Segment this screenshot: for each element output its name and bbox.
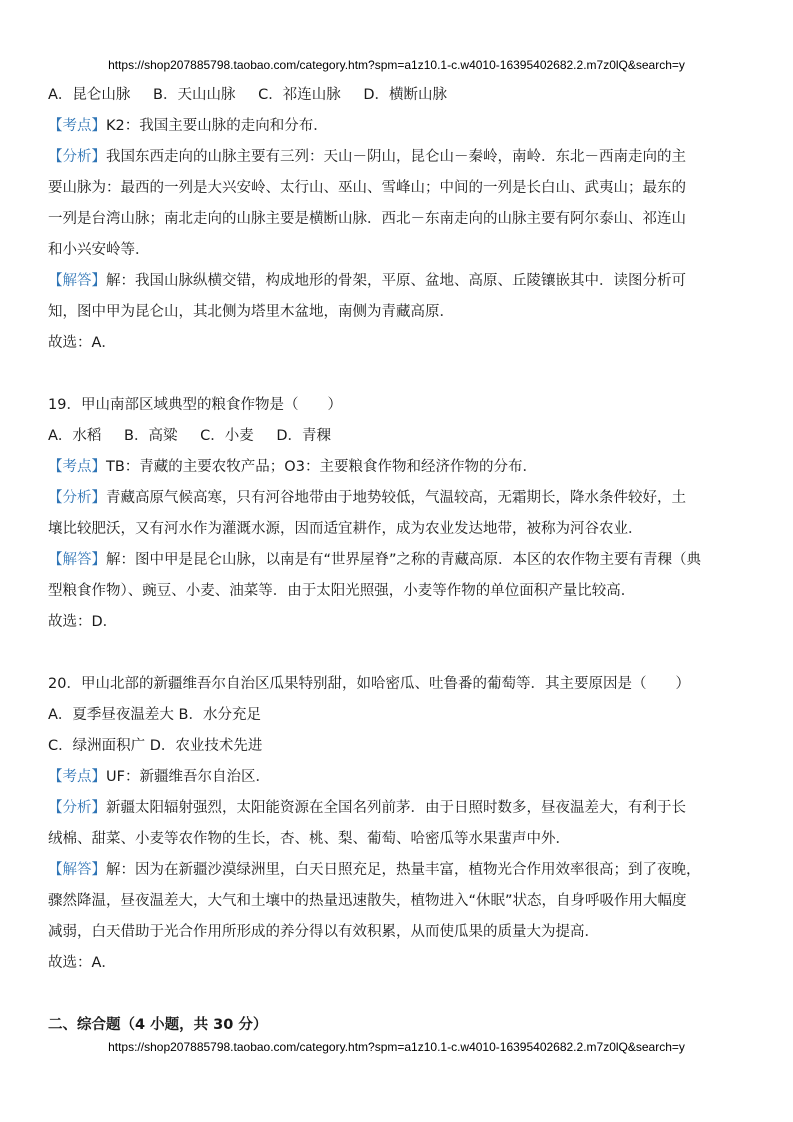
q19-stem: 19．甲山南部区域典型的粮食作物是（ ） xyxy=(48,397,342,413)
q19-option-c: C．小麦 xyxy=(200,428,254,444)
q18-kaodian-text: K2：我国主要山脉的走向和分布． xyxy=(106,118,328,134)
q18-answer: 故选：A． xyxy=(48,335,116,351)
q19-jieda-line: 型粮食作物）、豌豆、小麦、油菜等．由于太阳光照强，小麦等作物的单位面积产量比较高． xyxy=(48,583,636,599)
q19-option-b: B．高粱 xyxy=(124,428,178,444)
q19-option-d: D．青稞 xyxy=(276,428,331,444)
jieda-tag: 【解答】 xyxy=(48,273,106,289)
q18-fenxi-line: 要山脉为：最西的一列是大兴安岭、太行山、巫山、雪峰山；中间的一列是长白山、武夷山；最东的 xyxy=(48,180,686,196)
q20-jieda xyxy=(48,855,748,886)
q19-fenxi-line: 青藏高原气候高寒，只有河谷地带由于地势较低，气温较高，无霜期长，降水条件较好，土 xyxy=(106,490,686,506)
q18-option-c: C．祁连山脉 xyxy=(258,87,341,103)
q20-kaodian-text: UF：新疆维吾尔自治区． xyxy=(106,769,270,785)
q18-jieda-line: 解：我国山脉纵横交错，构成地形的骨架，平原、盆地、高原、丘陵镶嵌其中．读图分析可 xyxy=(106,273,686,289)
q18-fenxi-line: 一列是台湾山脉；南北走向的山脉主要是横断山脉．西北－东南走向的山脉主要有阿尔泰山、祁连山 xyxy=(48,211,686,227)
fenxi-tag: 【分析】 xyxy=(48,149,106,165)
q18-options xyxy=(48,80,748,111)
q19-answer: 故选：D． xyxy=(48,614,118,630)
q19-jieda-line: 解：图中甲是昆仑山脉，以南是有“世界屋脊”之称的青藏高原．本区的农作物主要有青稞（典 xyxy=(106,552,702,568)
q20-stem: 20．甲山北部的新疆维吾尔自治区瓜果特别甜，如哈密瓜、吐鲁番的葡萄等．其主要原因是（ ） xyxy=(48,676,690,692)
q19-jieda xyxy=(48,545,748,576)
q18-fenxi-line: 我国东西走向的山脉主要有三列：天山－阴山，昆仑山－秦岭，南岭．东北－西南走向的主 xyxy=(106,149,686,165)
q18-jieda-line: 知，图中甲为昆仑山，其北侧为塔里木盆地，南侧为青藏高原． xyxy=(48,304,454,320)
footer-url: https://shop207885798.taobao.com/category.htm?spm=a1z10.1-c.w4010-16395402682.2.m7z0lQ&search=y xyxy=(108,1040,685,1054)
q18-option-d: D．横断山脉 xyxy=(363,87,447,103)
q18-fenxi xyxy=(48,142,748,173)
q19-options xyxy=(48,421,748,452)
q20-fenxi-line: 绒棉、甜菜、小麦等农作物的生长，杏、桃、梨、葡萄、哈密瓜等水果蜚声中外． xyxy=(48,831,570,847)
q20-answer: 故选：A． xyxy=(48,955,116,971)
q20-fenxi xyxy=(48,793,748,824)
q19-fenxi-line: 壤比较肥沃，又有河水作为灌溉水源，因而适宜耕作，成为农业发达地带，被称为河谷农业． xyxy=(48,521,643,537)
q20-jieda-line: 骤然降温，昼夜温差大，大气和土壤中的热量迅速散失，植物进入“休眠”状态，自身呼吸作用大幅度 xyxy=(48,893,687,909)
q20-kaodian xyxy=(48,762,748,793)
kaodian-tag: 【考点】 xyxy=(48,459,106,475)
q20-jieda-line: 减弱，白天借助于光合作用所形成的养分得以有效积累，从而使瓜果的质量大为提高． xyxy=(48,924,599,940)
q18-jieda xyxy=(48,266,748,297)
q19-fenxi xyxy=(48,483,748,514)
q18-option-a: A．昆仑山脉 xyxy=(48,87,131,103)
q18-fenxi-line: 和小兴安岭等． xyxy=(48,242,150,258)
q18-kaodian xyxy=(48,111,748,142)
q20-jieda-line: 解：因为在新疆沙漠绿洲里，白天日照充足，热量丰富，植物光合作用效率很高；到了夜晚， xyxy=(106,862,701,878)
document-body xyxy=(48,80,748,1041)
kaodian-tag: 【考点】 xyxy=(48,118,106,134)
q20-fenxi-line: 新疆太阳辐射强烈，太阳能资源在全国名列前茅．由于日照时数多，昼夜温差大，有利于长 xyxy=(106,800,686,816)
fenxi-tag: 【分析】 xyxy=(48,800,106,816)
q20-options-row1: A．夏季昼夜温差大 B．水分充足 xyxy=(48,707,261,723)
header-url: https://shop207885798.taobao.com/category.htm?spm=a1z10.1-c.w4010-16395402682.2.m7z0lQ&search=y xyxy=(108,58,685,72)
fenxi-tag: 【分析】 xyxy=(48,490,106,506)
jieda-tag: 【解答】 xyxy=(48,552,106,568)
q19-kaodian-text: TB：青藏的主要农牧产品；O3：主要粮食作物和经济作物的分布． xyxy=(106,459,537,475)
q19-option-a: A．水稻 xyxy=(48,428,102,444)
kaodian-tag: 【考点】 xyxy=(48,769,106,785)
q20-options-row2: C．绿洲面积广 D．农业技术先进 xyxy=(48,738,263,754)
jieda-tag: 【解答】 xyxy=(48,862,106,878)
section-title: 二、综合题（4 小题，共 30 分） xyxy=(48,1017,268,1033)
q18-option-b: B．天山山脉 xyxy=(153,87,236,103)
q19-kaodian xyxy=(48,452,748,483)
